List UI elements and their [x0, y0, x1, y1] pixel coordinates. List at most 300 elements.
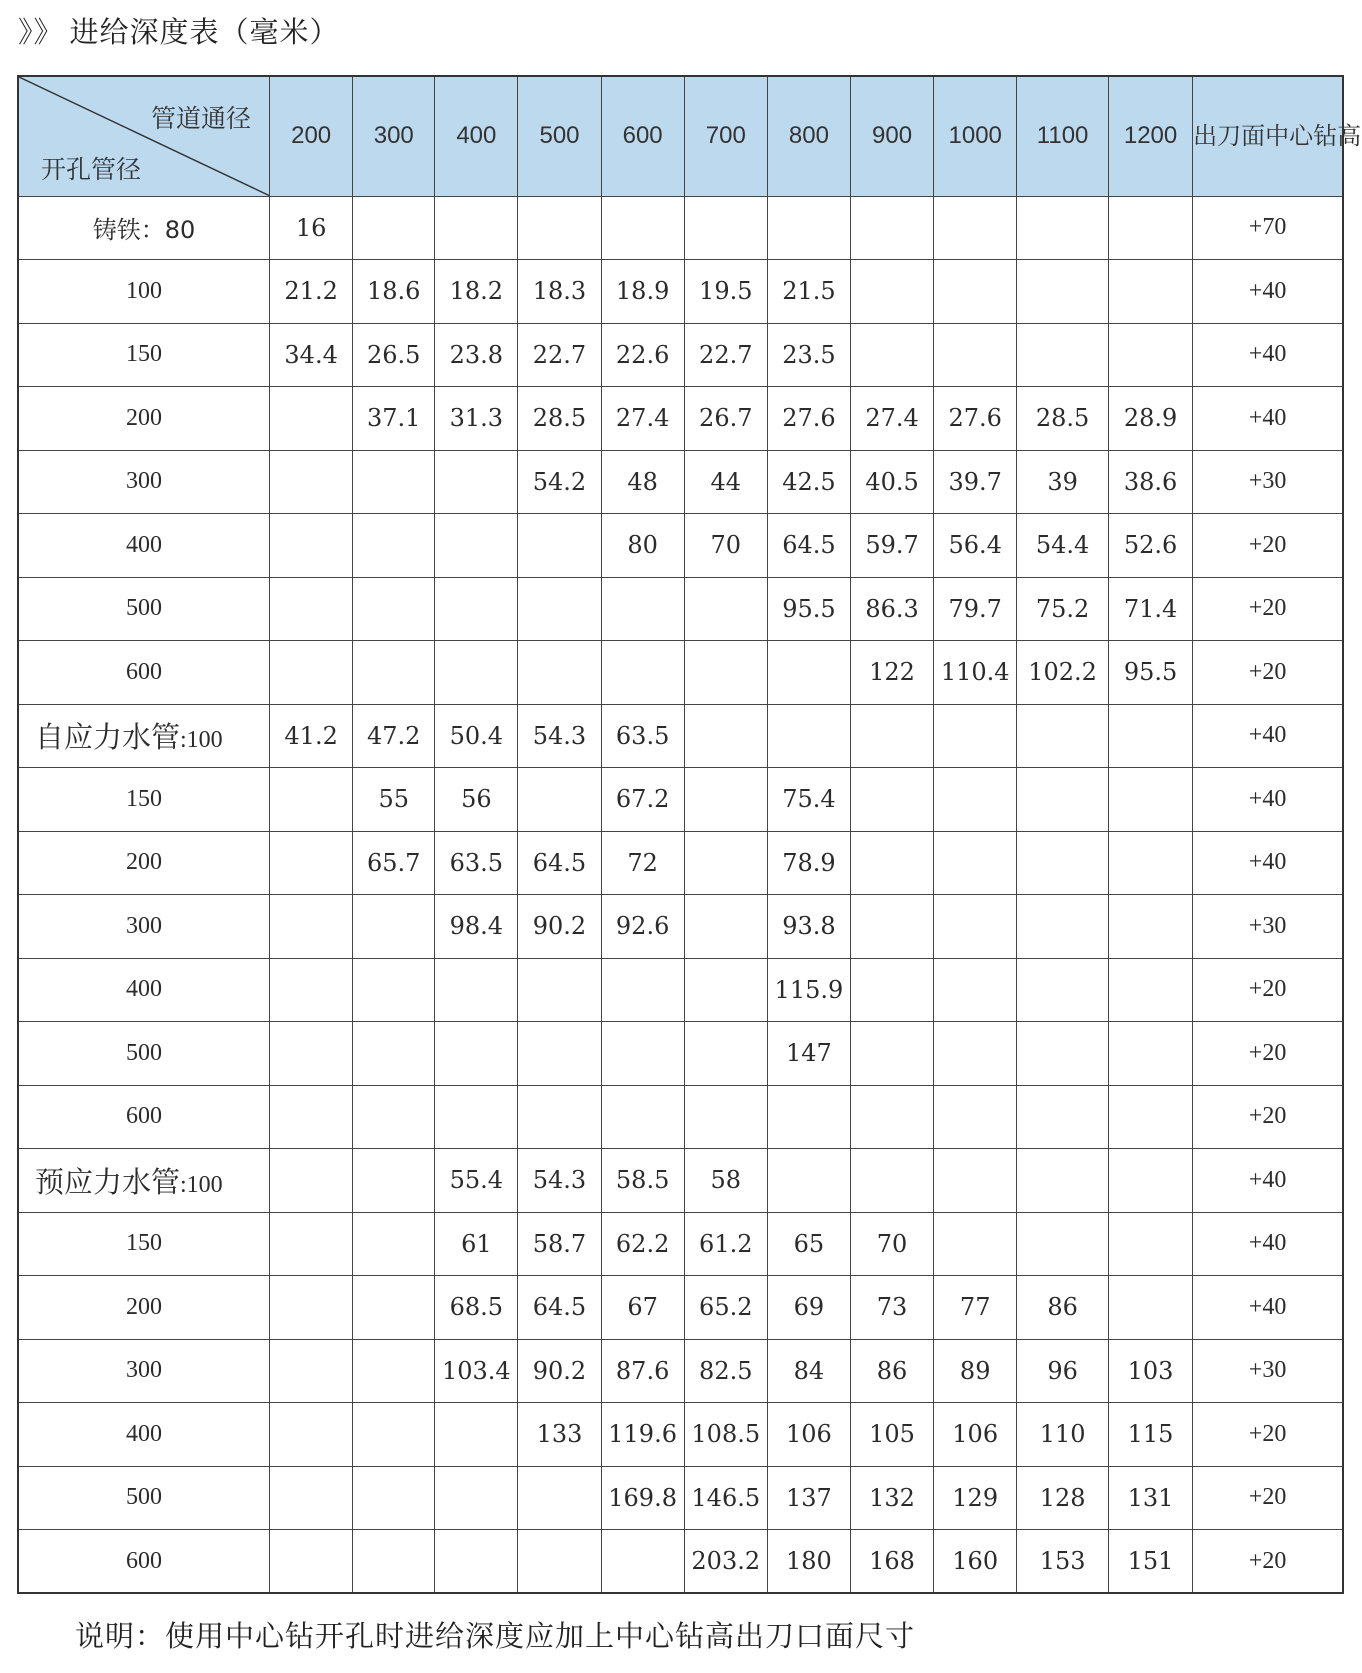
table-cell: 65.2: [684, 1276, 767, 1340]
table-row: [18, 895, 1343, 959]
table-cell: 58.5: [601, 1149, 684, 1213]
table-cell: [767, 1149, 850, 1213]
table-cell: [353, 1339, 435, 1403]
table-row: [18, 1530, 1343, 1594]
table-cell: [934, 1022, 1017, 1086]
table-cell: [850, 1085, 933, 1149]
table-cell: 72: [601, 831, 684, 895]
table-row: [18, 450, 1343, 514]
table-cell: 92.6: [601, 895, 684, 959]
table-cell: [1108, 323, 1192, 387]
table-cell: 27.4: [601, 387, 684, 451]
table-cell: [270, 895, 353, 959]
table-cell: 48: [601, 450, 684, 514]
table-cell: [601, 1530, 684, 1594]
column-header-center-drill-height: 出刀面中心钻高: [1193, 76, 1343, 196]
table-cell: [353, 577, 435, 641]
table-cell: [353, 1530, 435, 1594]
table-cell: [270, 514, 353, 578]
table-cell: [850, 895, 933, 959]
table-cell: [1017, 895, 1109, 959]
table-cell: [518, 1022, 601, 1086]
table-row: [18, 260, 1343, 324]
table-cell: [353, 450, 435, 514]
row-label: [18, 260, 270, 324]
table-cell: [934, 768, 1017, 832]
table-cell: [353, 895, 435, 959]
row-label: [18, 1085, 270, 1149]
table-cell: 67: [601, 1276, 684, 1340]
center-drill-height-cell: +20: [1193, 1530, 1343, 1594]
table-cell: [1108, 768, 1192, 832]
table-cell: 80: [601, 514, 684, 578]
table-cell: [518, 768, 601, 832]
table-cell: [1017, 1022, 1109, 1086]
table-cell: 59.7: [850, 514, 933, 578]
table-body: [18, 196, 1343, 1593]
table-row: [18, 196, 1343, 260]
table-cell: 28.5: [518, 387, 601, 451]
table-cell: 82.5: [684, 1339, 767, 1403]
title-text: 进给深度表（毫米）: [69, 15, 340, 49]
table-cell: 95.5: [767, 577, 850, 641]
table-cell: 27.6: [767, 387, 850, 451]
table-cell: [518, 958, 601, 1022]
table-cell: [684, 895, 767, 959]
table-cell: 151: [1108, 1530, 1192, 1594]
table-cell: 168: [850, 1530, 933, 1594]
table-cell: [934, 1212, 1017, 1276]
table-cell: [1017, 831, 1109, 895]
table-cell: [684, 1022, 767, 1086]
table-cell: 64.5: [518, 1276, 601, 1340]
table-cell: [684, 1085, 767, 1149]
table-cell: 18.9: [601, 260, 684, 324]
table-cell: [850, 958, 933, 1022]
table-cell: [1017, 1149, 1109, 1213]
table-cell: [601, 958, 684, 1022]
table-cell: [850, 704, 933, 768]
table-cell: 22.7: [518, 323, 601, 387]
column-header: 600: [601, 76, 684, 196]
column-header: 300: [353, 76, 435, 196]
table-cell: 65: [767, 1212, 850, 1276]
table-cell: 106: [767, 1403, 850, 1467]
table-cell: [934, 1085, 1017, 1149]
row-label-text: 200: [126, 849, 163, 876]
row-label: [18, 641, 270, 705]
table-cell: [435, 1403, 518, 1467]
table-cell: [353, 1403, 435, 1467]
table-cell: 21.5: [767, 260, 850, 324]
table-cell: 169.8: [601, 1466, 684, 1530]
table-cell: 47.2: [353, 704, 435, 768]
table-cell: [684, 704, 767, 768]
row-label-text: 500: [126, 595, 163, 622]
center-drill-height-cell: +40: [1193, 704, 1343, 768]
table-cell: 56: [435, 768, 518, 832]
table-cell: [850, 1149, 933, 1213]
table-cell: [1108, 260, 1192, 324]
table-cell: [1017, 1085, 1109, 1149]
table-cell: 86: [850, 1339, 933, 1403]
table-cell: [767, 641, 850, 705]
table-cell: [435, 1022, 518, 1086]
center-drill-height-cell: +40: [1193, 387, 1343, 451]
center-drill-height-cell: +40: [1193, 323, 1343, 387]
table-cell: 110: [1017, 1403, 1109, 1467]
table-cell: [435, 1466, 518, 1530]
table-cell: 137: [767, 1466, 850, 1530]
table-cell: 62.2: [601, 1212, 684, 1276]
table-cell: [850, 260, 933, 324]
table-cell: [353, 1466, 435, 1530]
table-cell: [934, 1149, 1017, 1213]
row-label-text: 600: [126, 1547, 163, 1574]
row-label-text: 500: [126, 1039, 163, 1066]
table-cell: [1017, 704, 1109, 768]
table-cell: 37.1: [353, 387, 435, 451]
table-cell: 103: [1108, 1339, 1192, 1403]
table-cell: 64.5: [767, 514, 850, 578]
table-row: [18, 958, 1343, 1022]
table-cell: 160: [934, 1530, 1017, 1594]
table-cell: [601, 1085, 684, 1149]
page-title: [18, 10, 340, 51]
table-cell: 102.2: [1017, 641, 1109, 705]
table-cell: 146.5: [684, 1466, 767, 1530]
table-cell: [270, 1530, 353, 1594]
table-cell: [270, 1403, 353, 1467]
row-label-text: 600: [126, 658, 163, 685]
corner-label-hole-diameter: 开孔管径: [41, 154, 142, 184]
table-cell: [1017, 260, 1109, 324]
table-row: [18, 1149, 1343, 1213]
table-cell: 79.7: [934, 577, 1017, 641]
table-cell: 115: [1108, 1403, 1192, 1467]
table-cell: 44: [684, 450, 767, 514]
table-cell: [1108, 895, 1192, 959]
table-cell: 75.2: [1017, 577, 1109, 641]
table-cell: [934, 895, 1017, 959]
table-cell: [684, 768, 767, 832]
table-cell: 52.6: [1108, 514, 1192, 578]
table-cell: [1017, 958, 1109, 1022]
table-cell: [767, 1085, 850, 1149]
table-cell: [270, 450, 353, 514]
row-label: [18, 323, 270, 387]
table-cell: [1108, 196, 1192, 260]
corner-header-cell: [18, 76, 270, 196]
column-header: 500: [518, 76, 601, 196]
row-label: [18, 196, 270, 260]
table-row: [18, 387, 1343, 451]
feed-depth-table: [17, 75, 1362, 1594]
row-label-text: 150: [126, 1230, 163, 1257]
table-cell: [934, 831, 1017, 895]
table-cell: [270, 387, 353, 451]
table-cell: 147: [767, 1022, 850, 1086]
row-label: [18, 1403, 270, 1467]
table-row: [18, 1276, 1343, 1340]
table-cell: [270, 1085, 353, 1149]
table-cell: [353, 1276, 435, 1340]
table-cell: [270, 831, 353, 895]
table-row: [18, 1466, 1343, 1530]
table-cell: 122: [850, 641, 933, 705]
table-cell: 21.2: [270, 260, 353, 324]
footnote: 说明：使用中心钻开孔时进给深度应加上中心钻高出刀口面尺寸: [75, 1619, 916, 1653]
row-label-text: 400: [126, 1420, 163, 1447]
table-cell: [435, 196, 518, 260]
table-cell: [1108, 958, 1192, 1022]
table-cell: [435, 1530, 518, 1594]
table-cell: [850, 323, 933, 387]
row-label-text: 300: [126, 912, 163, 939]
table-cell: 108.5: [684, 1403, 767, 1467]
table-cell: 153: [1017, 1530, 1109, 1594]
table-cell: 16: [270, 196, 353, 260]
column-header: 700: [684, 76, 767, 196]
table-cell: [850, 831, 933, 895]
table-cell: 115.9: [767, 958, 850, 1022]
row-group-name: 预应力水管: [35, 1164, 181, 1199]
row-label-text: 400: [126, 976, 163, 1003]
table-cell: [270, 768, 353, 832]
row-label: [18, 1212, 270, 1276]
row-label-text: 150: [126, 785, 163, 812]
table-cell: [270, 1339, 353, 1403]
table-row: [18, 768, 1343, 832]
row-label-text: :100: [180, 1171, 223, 1198]
table-cell: [435, 1085, 518, 1149]
table-cell: 75.4: [767, 768, 850, 832]
table-row: [18, 1339, 1343, 1403]
table-cell: 69: [767, 1276, 850, 1340]
table-cell: 63.5: [435, 831, 518, 895]
row-label: [18, 1149, 270, 1213]
table-cell: 133: [518, 1403, 601, 1467]
table-cell: 61: [435, 1212, 518, 1276]
table-cell: [601, 196, 684, 260]
table-cell: 22.6: [601, 323, 684, 387]
table-cell: 70: [684, 514, 767, 578]
table-cell: 18.6: [353, 260, 435, 324]
table-header-row: [18, 76, 1343, 196]
table-cell: 18.2: [435, 260, 518, 324]
table-cell: [684, 831, 767, 895]
table-cell: [270, 1212, 353, 1276]
table-cell: [435, 514, 518, 578]
table-cell: 27.4: [850, 387, 933, 451]
table-cell: 77: [934, 1276, 1017, 1340]
table-cell: 55: [353, 768, 435, 832]
table-cell: 78.9: [767, 831, 850, 895]
table-cell: [518, 641, 601, 705]
row-label-text: 150: [126, 341, 163, 368]
table-cell: 65.7: [353, 831, 435, 895]
table-cell: 58: [684, 1149, 767, 1213]
center-drill-height-cell: +20: [1193, 1403, 1343, 1467]
row-label: [18, 895, 270, 959]
center-drill-height-cell: +70: [1193, 196, 1343, 260]
column-header: 1200: [1108, 76, 1192, 196]
table-cell: 70: [850, 1212, 933, 1276]
table-cell: [1108, 1149, 1192, 1213]
center-drill-height-cell: +40: [1193, 1212, 1343, 1276]
table-cell: [353, 958, 435, 1022]
row-label-text: 200: [126, 404, 163, 431]
row-label: [18, 450, 270, 514]
row-label-text: 500: [126, 1484, 163, 1511]
table-cell: 67.2: [601, 768, 684, 832]
center-drill-height-cell: +20: [1193, 1466, 1343, 1530]
table-cell: 110.4: [934, 641, 1017, 705]
table-cell: [353, 1212, 435, 1276]
center-drill-height-cell: +40: [1193, 768, 1343, 832]
table-cell: [435, 450, 518, 514]
table-cell: 61.2: [684, 1212, 767, 1276]
table-cell: 131: [1108, 1466, 1192, 1530]
table-cell: 84: [767, 1339, 850, 1403]
table-row: [18, 1403, 1343, 1467]
table-row: [18, 1212, 1343, 1276]
table-cell: [270, 577, 353, 641]
table-cell: [934, 260, 1017, 324]
row-label: [18, 831, 270, 895]
table-cell: 28.9: [1108, 387, 1192, 451]
table-cell: 93.8: [767, 895, 850, 959]
title-marker: 》》: [18, 15, 64, 49]
row-label: [18, 1276, 270, 1340]
row-label-text: 100: [126, 277, 163, 304]
row-label: [18, 387, 270, 451]
row-label-text: 300: [126, 468, 163, 495]
table-cell: [767, 704, 850, 768]
table-cell: 105: [850, 1403, 933, 1467]
row-label-text: 200: [126, 1293, 163, 1320]
table-cell: [934, 958, 1017, 1022]
column-header: 1000: [934, 76, 1017, 196]
table-cell: 90.2: [518, 1339, 601, 1403]
center-drill-height-cell: +40: [1193, 831, 1343, 895]
table-cell: 106: [934, 1403, 1017, 1467]
center-drill-height-cell: +40: [1193, 1149, 1343, 1213]
table-cell: 98.4: [435, 895, 518, 959]
table-cell: [850, 768, 933, 832]
row-label: [18, 577, 270, 641]
table-cell: 58.7: [518, 1212, 601, 1276]
table-cell: 40.5: [850, 450, 933, 514]
table-cell: 22.7: [684, 323, 767, 387]
center-drill-height-cell: +40: [1193, 260, 1343, 324]
center-drill-height-cell: +20: [1193, 577, 1343, 641]
table-cell: 132: [850, 1466, 933, 1530]
center-drill-height-cell: +20: [1193, 958, 1343, 1022]
table-cell: 55.4: [435, 1149, 518, 1213]
column-header: 400: [435, 76, 518, 196]
table-cell: [684, 958, 767, 1022]
table-cell: [435, 958, 518, 1022]
table-cell: 54.3: [518, 1149, 601, 1213]
table-cell: [1017, 196, 1109, 260]
row-label: [18, 514, 270, 578]
row-label: [18, 1530, 270, 1594]
table-cell: 129: [934, 1466, 1017, 1530]
table-cell: [518, 514, 601, 578]
table-cell: [1108, 704, 1192, 768]
table-cell: 96: [1017, 1339, 1109, 1403]
table-cell: 50.4: [435, 704, 518, 768]
row-label: [18, 1022, 270, 1086]
table-cell: [518, 196, 601, 260]
table-cell: 64.5: [518, 831, 601, 895]
table-cell: [934, 704, 1017, 768]
table-cell: 31.3: [435, 387, 518, 451]
table-cell: 54.4: [1017, 514, 1109, 578]
row-label-text: 铸铁：80: [92, 216, 196, 245]
row-label: [18, 768, 270, 832]
table-cell: [1017, 323, 1109, 387]
table-cell: [934, 323, 1017, 387]
table-cell: 39.7: [934, 450, 1017, 514]
table-cell: 87.6: [601, 1339, 684, 1403]
table-cell: [518, 577, 601, 641]
table-row: [18, 831, 1343, 895]
table-row: [18, 323, 1343, 387]
table-cell: [518, 1085, 601, 1149]
table-cell: [270, 1149, 353, 1213]
row-label-text: 300: [126, 1357, 163, 1384]
row-label-text: :100: [180, 727, 223, 754]
table-cell: [270, 1466, 353, 1530]
table-cell: [684, 196, 767, 260]
table-cell: 54.3: [518, 704, 601, 768]
table-cell: [934, 196, 1017, 260]
table-cell: 95.5: [1108, 641, 1192, 705]
table-cell: 119.6: [601, 1403, 684, 1467]
center-drill-height-cell: +20: [1193, 1085, 1343, 1149]
table-cell: [353, 1022, 435, 1086]
table-cell: [850, 196, 933, 260]
center-drill-height-cell: +30: [1193, 1339, 1343, 1403]
table-row: [18, 1022, 1343, 1086]
table-row: [18, 704, 1343, 768]
center-drill-height-cell: +20: [1193, 514, 1343, 578]
table-cell: [1108, 1276, 1192, 1340]
table-cell: 41.2: [270, 704, 353, 768]
table-cell: 56.4: [934, 514, 1017, 578]
table-cell: [1108, 1022, 1192, 1086]
table-row: [18, 641, 1343, 705]
table-cell: 73: [850, 1276, 933, 1340]
table-cell: [601, 641, 684, 705]
table-row: [18, 514, 1343, 578]
table-cell: 34.4: [270, 323, 353, 387]
table-row: [18, 1085, 1343, 1149]
table-cell: [684, 641, 767, 705]
center-drill-height-cell: +30: [1193, 450, 1343, 514]
table-cell: 18.3: [518, 260, 601, 324]
table-cell: [353, 641, 435, 705]
table-cell: [1108, 831, 1192, 895]
table-cell: 26.7: [684, 387, 767, 451]
table-cell: [601, 1022, 684, 1086]
column-header: 800: [767, 76, 850, 196]
table-cell: 63.5: [601, 704, 684, 768]
row-label: [18, 1466, 270, 1530]
row-label: [18, 958, 270, 1022]
